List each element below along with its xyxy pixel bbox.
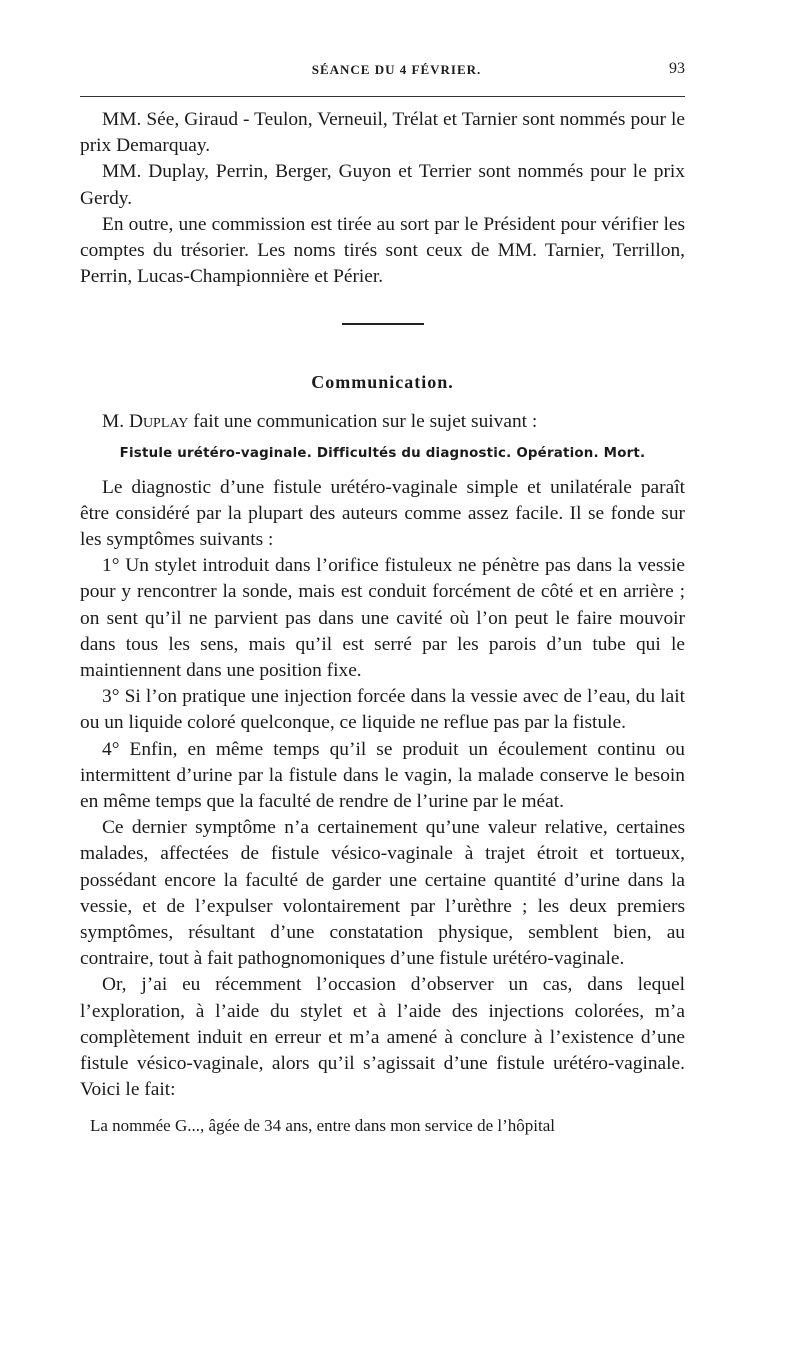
intro-rest: fait une communication sur le sujet suivant : xyxy=(188,411,538,433)
author-name: Duplay xyxy=(128,411,189,433)
paragraph-symptom-4: 4° Enfin, en même temps qu’il se produit un écoulement continu ou intermittent d’urine par la fistule dans le vagin, la malade conserve le besoin en même temps que la faculté de rendre de l’urine par le méat. xyxy=(80,738,685,813)
section-separator xyxy=(342,323,424,325)
paragraph-symptom-1: 1° Un stylet introduit dans l’orifice fistuleux ne pénètre pas dans la vessie pour y rencontrer la sonde, mais est conduit forcément de côté et en arrière ; on sent qu’il ne parvient pas dans une cavité où l’on peut le faire mouvoir dans tous les sens, mais qu’il est serré par les parois d’un tube qui le maintiennent dans une position fixe. xyxy=(80,555,685,682)
paragraph-case-intro: Or, j’ai eu récemment l’occasion d’observer un cas, dans lequel l’exploration, à l’aide du stylet et à l’aide des injections colorées, m’a complètement induit en erreur et m’a amené à conclure à l’existence d’une fistule vésico-vaginale, alors qu’il s’agissait d’une fistule urétéro-vaginale. Voici le fait: xyxy=(80,974,685,1101)
document-page xyxy=(80,60,685,1138)
paragraph-prix-demarquay: MM. Sée, Giraud - Teulon, Verneuil, Trélat et Tarnier sont nommés pour le prix Demarquay. xyxy=(80,109,685,157)
section-heading: Communication. xyxy=(311,372,454,393)
paragraph-prix-gerdy: MM. Duplay, Perrin, Berger, Guyon et Terrier sont nommés pour le prix Gerdy. xyxy=(80,161,685,209)
paragraph-relative-value: Ce dernier symptôme n’a certainement qu’une valeur relative, certaines malades, affectées de fistule vésico-vaginale à trajet étroit et tortueux, possédant encore la faculté de garder une certaine quantité d’urine dans la vessie, et de l’expulser volontairement par l’urèthre ; les deux premiers symptômes, résultant d’une constatation physique, semblent bien, au contraire, tout à fait pathognomoniques d’une fistule urétéro-vaginale. xyxy=(80,817,685,970)
paragraph-diagnostic: Le diagnostic d’une fistule urétéro-vaginale simple et unilatérale paraît être considéré par la plupart des auteurs comme assez facile. Il se fonde sur les symptômes suivants : xyxy=(80,476,685,551)
page-number: 93 xyxy=(669,60,685,77)
header-rule xyxy=(80,96,685,97)
running-head xyxy=(80,60,685,88)
running-head-title: SÉANCE DU 4 FÉVRIER. xyxy=(311,62,482,77)
communication-intro xyxy=(80,409,685,435)
paragraph-observation: La nommée G..., âgée de 34 ans, entre dans mon service de l’hôpital xyxy=(90,1115,555,1135)
intro-prefix: M. xyxy=(102,411,129,433)
paragraph-commission: En outre, une commission est tirée au sort par le Président pour vérifier les comptes du trésorier. Les noms tirés sont ceux de MM. Tarnier, Terrillon, Perrin, Lucas-Championnière et Périer. xyxy=(80,213,685,288)
paragraph-symptom-3: 3° Si l’on pratique une injection forcée dans la vessie avec de l’eau, du lait ou un liquide coloré quelconque, ce liquide ne reflue pas par la fistule. xyxy=(80,686,685,734)
case-title: Fistule urétéro-vaginale. Difficultés du diagnostic. Opération. Mort. xyxy=(119,445,646,461)
